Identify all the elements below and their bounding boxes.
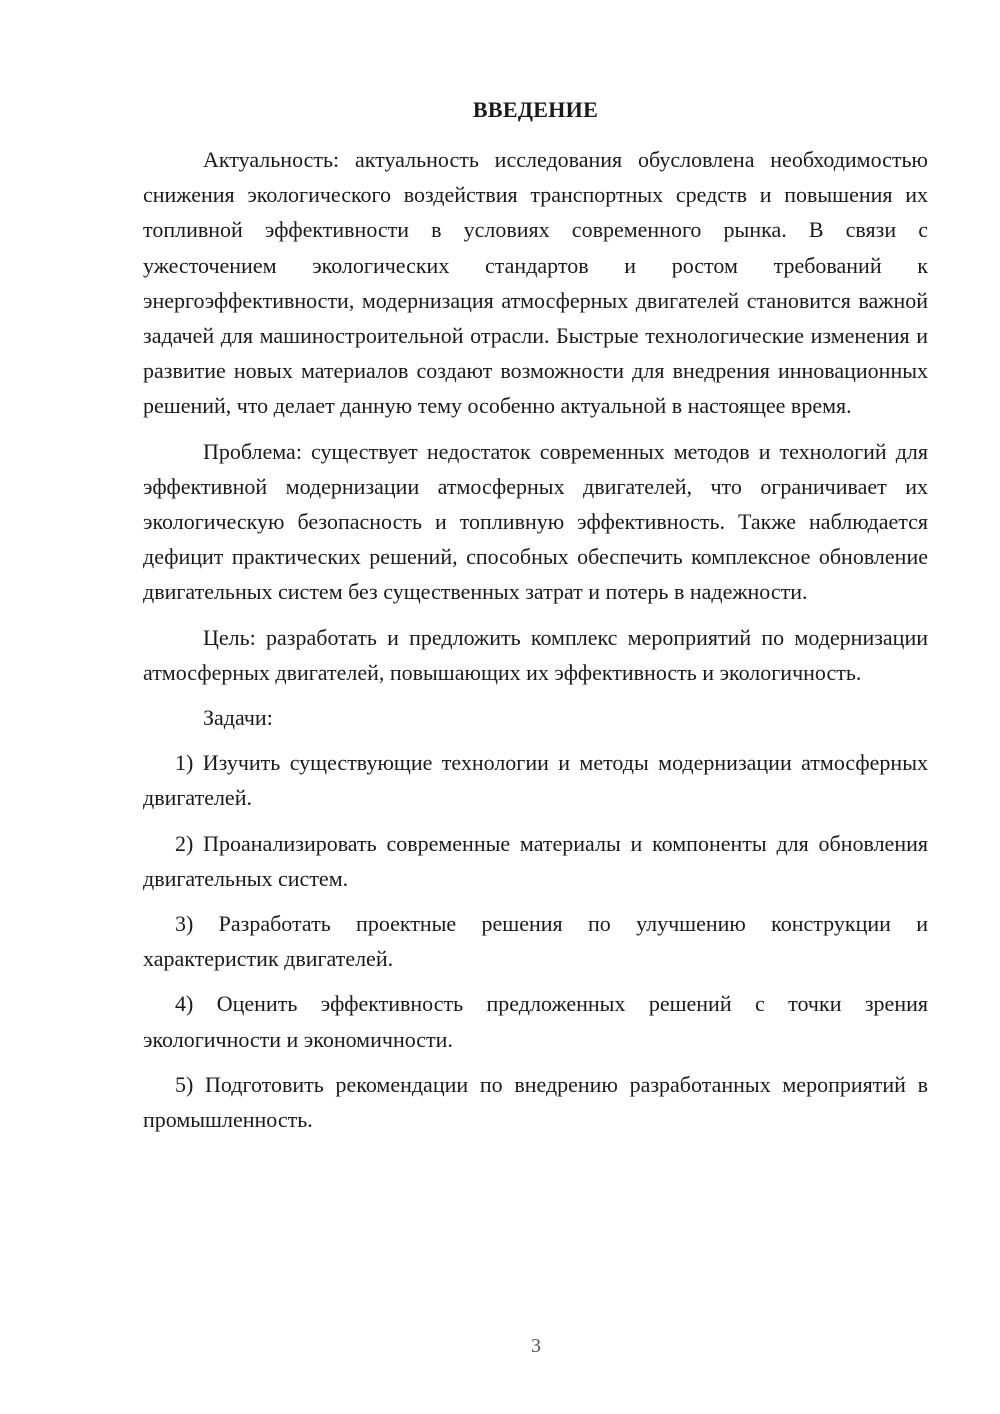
relevance-paragraph: Актуальность: актуальность исследования обусловлена необходимостью снижения экологического воздействия транспортных средств и повышения их топливной эффективности в условиях современного рынка. В связи с ужесточением экологических стандартов и ростом требований к энергоэффективности, модернизация атмосферных двигателей становится важной задачей для машиностроительной отрасли. Быстрые технологические изменения и развитие новых материалов создают возможности для внедрения инновационных решений, что делает данную тему особенно актуальной в настоящее время. [143, 147, 928, 419]
task-item-2: 2) Проанализировать современные материалы и компоненты для обновления двигательных систем. [143, 830, 928, 891]
page-number: 3 [531, 1335, 541, 1357]
problem-paragraph: Проблема: существует недостаток современных методов и технологий для эффективной модернизации атмосферных двигателей, что ограничивает их экологическую безопасность и топливную эффективность. Также наблюдается дефицит практических решений, способных обеспечить комплексное обновление двигательных систем без существенных затрат и потерь в надежности. [143, 438, 928, 605]
goal-paragraph: Цель: разработать и предложить комплекс мероприятий по модернизации атмосферных двигателей, повышающих их эффективность и экологичность. [143, 624, 928, 685]
tasks-label: Задачи: [203, 705, 273, 731]
document-body [143, 142, 928, 1137]
page-heading: ВВЕДЕНИЕ [472, 97, 599, 122]
task-item-3: 3) Разработать проектные решения по улучшению конструкции и характеристик двигателей. [143, 911, 928, 972]
task-item-5: 5) Подготовить рекомендации по внедрению разработанных мероприятий в промышленность. [143, 1071, 928, 1133]
task-item-1: 1) Изучить существующие технологии и методы модернизации атмосферных двигателей. [143, 750, 928, 811]
task-item-4: 4) Оценить эффективность предложенных решений с точки зрения экологичности и экономичности. [143, 991, 928, 1052]
